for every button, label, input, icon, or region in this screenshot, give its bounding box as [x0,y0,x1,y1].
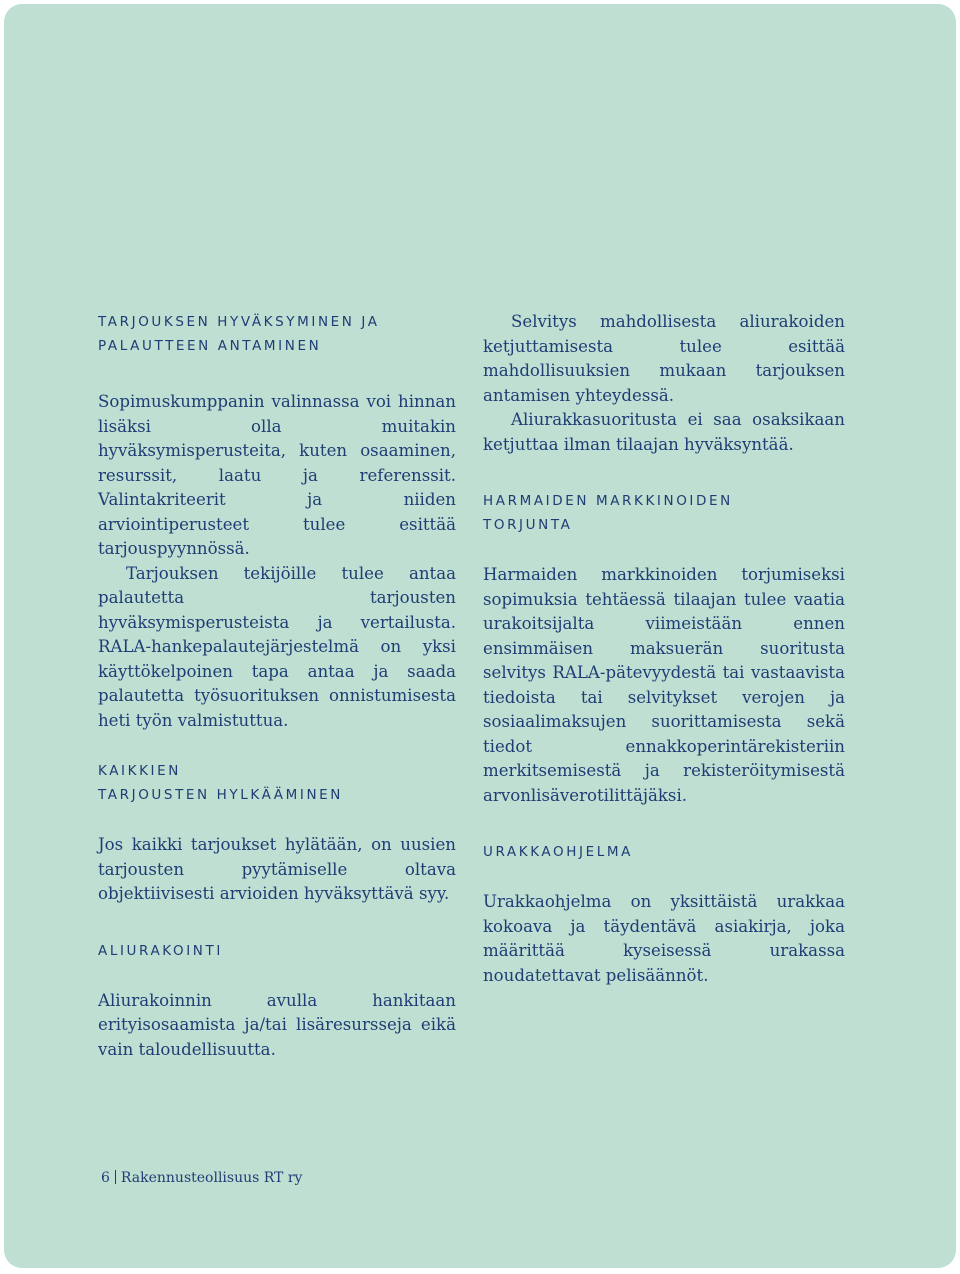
paragraph-sopimuskumppanin: Sopimuskumppanin valinnassa voi hinnan lisäksi olla muitakin hyväksymisperusteita, kuten osaaminen, resurssit, laatu ja referenssit. Valintakriteerit ja niiden arviointiperusteet tulee esittää tarjouspyynnössä. [98,392,456,558]
publisher-name: Rakennusteollisuus RT ry [120,1170,303,1186]
footer-separator [115,1170,116,1184]
heading-line: TARJOUSTEN HYLKÄÄMINEN [98,787,343,803]
heading-tarjouksen-hyvaksyminen [98,310,456,358]
paragraph-harmaiden: Harmaiden markkinoiden torjumiseksi sopimuksia tehtäessä tilaajan tulee vaatia urakoitsijalta viimeistään ennen ensimmäisen maksuerän suoritusta selvitys RALA-pätevyydestä tai vastaavista tiedoista tai selvitykset verojen ja sosiaalimaksujen suorittamisesta sekä tiedot ennakkoperintärekisteriin merkitsemisestä ja rekisteröitymisestä arvonlisäverotilittäjäksi. [483,565,845,805]
page-footer [101,1170,302,1186]
paragraph-urakkaohjelma: Urakkaohjelma on yksittäistä urakkaa kokoava ja täydentävä asiakirja, joka määrittää kyseisessä urakassa noudatettavat pelisäännöt. [483,892,845,985]
paragraph-jos-kaikki: Jos kaikki tarjoukset hylätään, on uusien tarjousten pyytämiselle oltava objektiivisesti arvioiden hyväksyttävä syy. [98,835,456,903]
heading-line: KAIKKIEN [98,763,181,779]
right-column [483,310,845,988]
heading-line: TORJUNTA [483,517,573,533]
paragraph-tarjouksen-tekijoille: Tarjouksen tekijöille tulee antaa palautetta tarjousten hyväksymisperusteista ja vertailusta. RALA-hankepalautejärjestelmä on yksi käyttökelpoinen tapa antaa ja saada palautetta työsuorituksen onnistumisesta heti työn valmistuttua. [98,563,456,730]
heading-aliurakointi: ALIURAKOINTI [98,942,223,959]
heading-kaikkien-tarjousten-hylkaaminen [98,759,456,807]
left-column [98,310,456,1062]
paragraph-aliurakoinnin: Aliurakoinnin avulla hankitaan erityisosaamista ja/tai lisäresursseja eikä vain taloudellisuutta. [98,990,456,1059]
page-number: 6 [101,1170,110,1186]
heading-harmaiden-markkinoiden-torjunta [483,489,845,537]
heading-urakkaohjelma: URAKKAOHJELMA [483,844,633,860]
heading-line: PALAUTTEEN ANTAMINEN [98,338,322,354]
paragraph-selvitys: Selvitys mahdollisesta aliurakoiden ketjuttamisesta tulee esittää mahdollisuuksien mukaan tarjouksen antamisen yhteydessä. [483,312,845,405]
heading-line: TARJOUKSEN HYVÄKSYMINEN JA [98,314,380,330]
paragraph-aliurakkasuoritusta: Aliurakkasuoritusta ei saa osaksikaan ketjuttaa ilman tilaajan hyväksyntää. [483,410,845,454]
heading-line: HARMAIDEN MARKKINOIDEN [483,493,733,509]
